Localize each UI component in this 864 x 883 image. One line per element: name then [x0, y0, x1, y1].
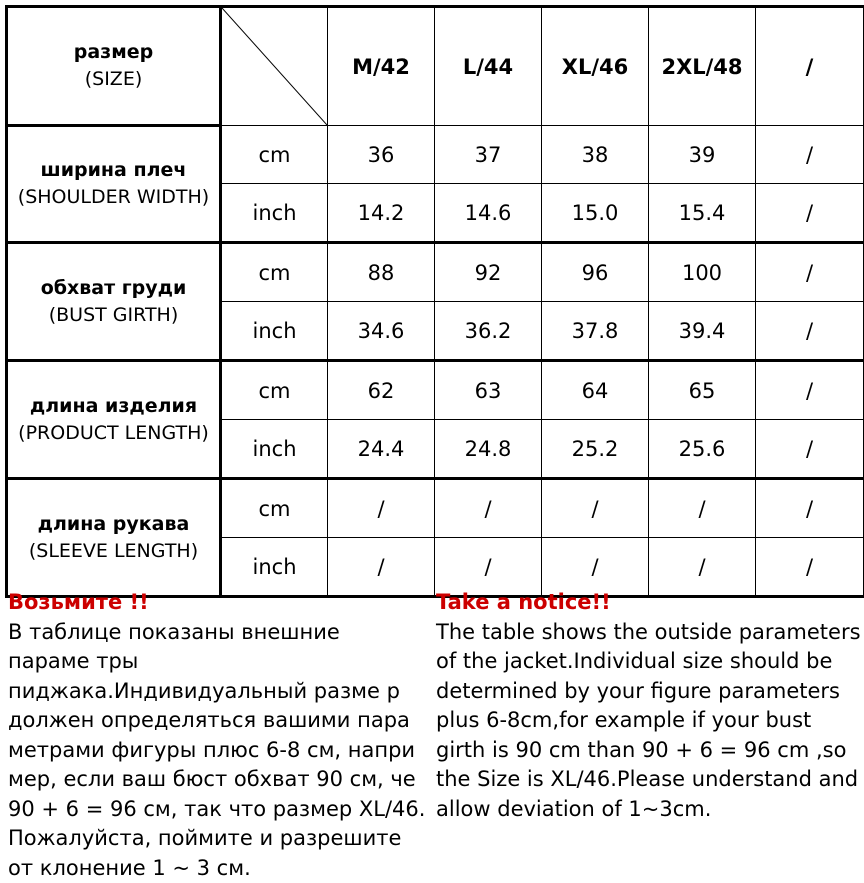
value-cell: / [756, 184, 864, 243]
value-cell: 25.6 [649, 420, 756, 479]
value-cell: / [756, 538, 864, 597]
unit-cell: cm [221, 361, 328, 420]
size-label-en: (SIZE) [8, 66, 219, 93]
unit-cell: inch [221, 538, 328, 597]
group-label-ru: обхват груди [8, 275, 219, 302]
value-cell: / [435, 538, 542, 597]
value-cell: 64 [542, 361, 649, 420]
size-header-xl: XL/46 [542, 7, 649, 126]
notice-english [436, 588, 861, 824]
notice-body-ru: В таблице показаны внешние параме тры пиджака.Индивидуальный разме р должен определяться вашими пара метрами фигуры плюс 6-8 см, напри мер, если ваш бюст обхват 90 см, че 90 + 6 = 96 см, так что размер XL/46. Пожалуйста, поймите и разрешите от клонение 1 ~ 3 см. [8, 618, 428, 883]
shoulder-width-label [7, 126, 221, 243]
value-cell: 25.2 [542, 420, 649, 479]
value-cell: 88 [328, 243, 435, 302]
unit-cell: cm [221, 479, 328, 538]
table-row [7, 243, 864, 302]
size-header-empty: / [756, 7, 864, 126]
value-cell: / [756, 302, 864, 361]
value-cell: 39.4 [649, 302, 756, 361]
group-label-en: (BUST GIRTH) [8, 302, 219, 329]
notice-title-en: Take a notice!! [436, 588, 861, 618]
size-label-ru: размер [8, 39, 219, 66]
notice-title-ru: Возьмите !! [8, 588, 428, 618]
notice-body-en: The table shows the outside parameters of the jacket.Individual size should be determined by your figure parameters plus 6-8cm,for example if your bust girth is 90 cm than 90 + 6 = 96 cm ,so the Size is XL/46.Please understand and allow deviation of 1~3cm. [436, 618, 861, 825]
unit-cell: cm [221, 243, 328, 302]
value-cell: 24.4 [328, 420, 435, 479]
unit-cell: inch [221, 184, 328, 243]
value-cell: 63 [435, 361, 542, 420]
value-cell: 36 [328, 126, 435, 184]
size-header-label [7, 7, 221, 126]
value-cell: 15.4 [649, 184, 756, 243]
value-cell: 100 [649, 243, 756, 302]
value-cell: / [756, 126, 864, 184]
value-cell: 38 [542, 126, 649, 184]
group-label-ru: длина изделия [8, 393, 219, 420]
value-cell: 92 [435, 243, 542, 302]
unit-cell: cm [221, 126, 328, 184]
group-label-en: (PRODUCT LENGTH) [8, 420, 219, 447]
value-cell: 14.2 [328, 184, 435, 243]
value-cell: 14.6 [435, 184, 542, 243]
notice-russian [8, 588, 428, 883]
size-chart-table [5, 5, 864, 598]
header-row [7, 7, 864, 126]
group-label-en: (SLEEVE LENGTH) [8, 538, 219, 565]
value-cell: / [328, 538, 435, 597]
unit-cell: inch [221, 420, 328, 479]
value-cell: 24.8 [435, 420, 542, 479]
value-cell: 36.2 [435, 302, 542, 361]
sleeve-length-label [7, 479, 221, 597]
value-cell: / [649, 479, 756, 538]
size-header-m: M/42 [328, 7, 435, 126]
value-cell: 65 [649, 361, 756, 420]
size-header-2xl: 2XL/48 [649, 7, 756, 126]
value-cell: / [756, 420, 864, 479]
value-cell: / [756, 479, 864, 538]
value-cell: / [756, 361, 864, 420]
value-cell: / [542, 479, 649, 538]
value-cell: 37.8 [542, 302, 649, 361]
value-cell: 39 [649, 126, 756, 184]
table-row [7, 126, 864, 184]
value-cell: / [756, 243, 864, 302]
value-cell: 96 [542, 243, 649, 302]
value-cell: / [328, 479, 435, 538]
group-label-ru: ширина плеч [8, 157, 219, 184]
value-cell: 34.6 [328, 302, 435, 361]
value-cell: / [649, 538, 756, 597]
diagonal-line [222, 8, 327, 125]
bust-girth-label [7, 243, 221, 361]
value-cell: / [435, 479, 542, 538]
group-label-ru: длина рукава [8, 511, 219, 538]
diagonal-corner-cell [221, 7, 328, 126]
unit-cell: inch [221, 302, 328, 361]
value-cell: 15.0 [542, 184, 649, 243]
value-cell: / [542, 538, 649, 597]
product-length-label [7, 361, 221, 479]
size-header-l: L/44 [435, 7, 542, 126]
table-row [7, 479, 864, 538]
value-cell: 62 [328, 361, 435, 420]
group-label-en: (SHOULDER WIDTH) [8, 184, 219, 211]
table-row [7, 361, 864, 420]
value-cell: 37 [435, 126, 542, 184]
